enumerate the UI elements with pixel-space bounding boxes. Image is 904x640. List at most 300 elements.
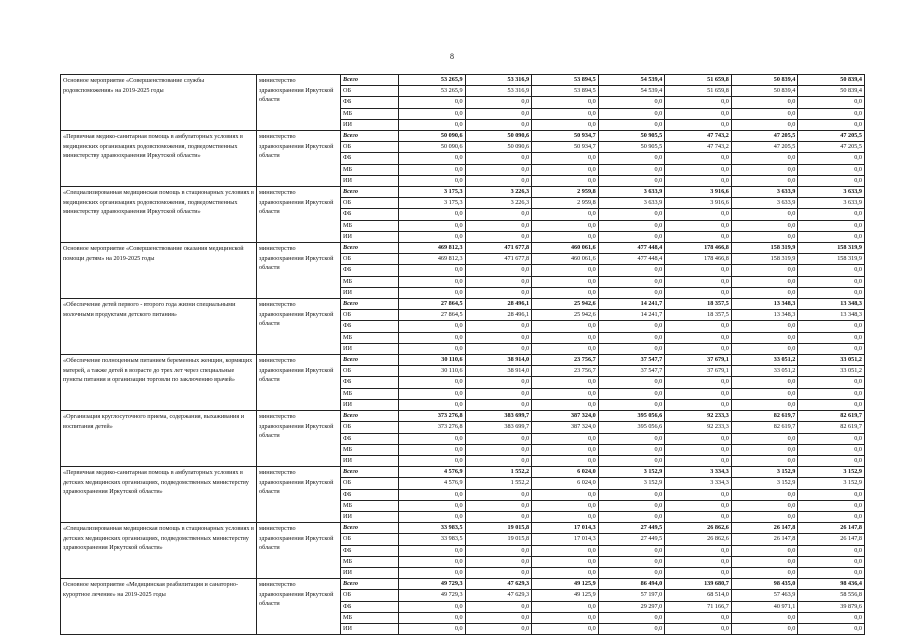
amount-cell: 460 061,6 <box>532 254 599 265</box>
amount-cell: 0,0 <box>665 455 732 466</box>
amount-cell: 0,0 <box>465 175 532 186</box>
amount-cell: 6 024,0 <box>532 478 599 489</box>
amount-cell: 0,0 <box>465 388 532 399</box>
amount-cell: 0,0 <box>598 108 665 119</box>
amount-cell: 0,0 <box>731 623 798 634</box>
amount-cell: 0,0 <box>798 399 865 410</box>
amount-cell: 4 576,9 <box>399 478 466 489</box>
amount-cell: 0,0 <box>665 377 732 388</box>
amount-cell: 0,0 <box>532 209 599 220</box>
amount-cell: 50 839,4 <box>798 86 865 97</box>
amount-cell: 477 448,4 <box>598 254 665 265</box>
amount-cell: 26 147,8 <box>798 523 865 534</box>
amount-cell: 1 552,2 <box>465 467 532 478</box>
amount-cell: 0,0 <box>532 623 599 634</box>
funding-source: ИИ <box>341 119 399 130</box>
amount-cell: 0,0 <box>532 332 599 343</box>
amount-cell: 47 205,5 <box>731 142 798 153</box>
amount-cell: 0,0 <box>665 108 732 119</box>
amount-cell: 0,0 <box>731 108 798 119</box>
amount-cell: 33 983,5 <box>399 534 466 545</box>
amount-cell: 0,0 <box>598 231 665 242</box>
amount-cell: 0,0 <box>465 455 532 466</box>
amount-cell: 0,0 <box>465 119 532 130</box>
amount-cell: 47 205,5 <box>731 131 798 142</box>
funding-source: МБ <box>341 164 399 175</box>
funding-source: Всего <box>341 187 399 198</box>
activity-description: «Организация круглосуточного приема, содержания, выхаживания и воспитания детей» <box>61 411 257 467</box>
amount-cell: 0,0 <box>798 175 865 186</box>
amount-cell: 37 679,1 <box>665 355 732 366</box>
funding-source: ФБ <box>341 601 399 612</box>
amount-cell: 0,0 <box>798 489 865 500</box>
activity-description: «Первичная медико-санитарная помощь в амбулаторных условиях в медицинских организациях родовспоможения, подведомственных министерству здравоохранения Иркутской области» <box>61 131 257 187</box>
amount-cell: 158 319,9 <box>731 243 798 254</box>
amount-cell: 23 756,7 <box>532 355 599 366</box>
amount-cell: 0,0 <box>731 265 798 276</box>
amount-cell: 0,0 <box>665 209 732 220</box>
amount-cell: 0,0 <box>798 343 865 354</box>
responsible-executor: министерство здравоохранения Иркутской области <box>257 355 341 411</box>
amount-cell: 178 466,8 <box>665 254 732 265</box>
amount-cell: 0,0 <box>465 567 532 578</box>
funding-source: ИИ <box>341 287 399 298</box>
amount-cell: 47 629,3 <box>465 590 532 601</box>
amount-cell: 3 916,6 <box>665 187 732 198</box>
amount-cell: 26 862,6 <box>665 523 732 534</box>
amount-cell: 0,0 <box>731 455 798 466</box>
amount-cell: 0,0 <box>798 164 865 175</box>
responsible-executor: министерство здравоохранения Иркутской области <box>257 131 341 187</box>
amount-cell: 0,0 <box>532 377 599 388</box>
amount-cell: 158 319,9 <box>798 243 865 254</box>
amount-cell: 0,0 <box>665 556 732 567</box>
amount-cell: 28 496,1 <box>465 310 532 321</box>
funding-source: ФБ <box>341 265 399 276</box>
funding-source: Всего <box>341 299 399 310</box>
amount-cell: 0,0 <box>399 500 466 511</box>
table-row <box>61 467 865 478</box>
funding-source: ОБ <box>341 254 399 265</box>
activity-description: Основное мероприятие «Медицинская реабилитация и санаторно-курортное лечение» на 2019-2025 годы <box>61 579 257 635</box>
amount-cell: 50 934,7 <box>532 131 599 142</box>
amount-cell: 0,0 <box>798 108 865 119</box>
amount-cell: 0,0 <box>532 399 599 410</box>
amount-cell: 0,0 <box>665 276 732 287</box>
amount-cell: 0,0 <box>798 209 865 220</box>
amount-cell: 3 633,9 <box>798 198 865 209</box>
amount-cell: 0,0 <box>665 612 732 623</box>
amount-cell: 53 265,9 <box>399 86 466 97</box>
amount-cell: 0,0 <box>532 97 599 108</box>
amount-cell: 13 348,3 <box>731 310 798 321</box>
amount-cell: 0,0 <box>665 220 732 231</box>
responsible-executor: министерство здравоохранения Иркутской области <box>257 243 341 299</box>
amount-cell: 0,0 <box>665 119 732 130</box>
amount-cell: 51 659,8 <box>665 75 732 86</box>
amount-cell: 0,0 <box>798 455 865 466</box>
amount-cell: 387 324,0 <box>532 411 599 422</box>
activity-description: «Специализированная медицинская помощь в стационарных условиях в медицинских организациях родовспоможения, подведомственных министерству здравоохранения Иркутской области» <box>61 187 257 243</box>
amount-cell: 0,0 <box>598 556 665 567</box>
amount-cell: 50 090,6 <box>399 131 466 142</box>
amount-cell: 0,0 <box>731 231 798 242</box>
amount-cell: 0,0 <box>532 108 599 119</box>
funding-source: ИИ <box>341 623 399 634</box>
amount-cell: 0,0 <box>598 489 665 500</box>
amount-cell: 0,0 <box>598 153 665 164</box>
amount-cell: 0,0 <box>465 343 532 354</box>
amount-cell: 373 276,8 <box>399 422 466 433</box>
amount-cell: 471 677,8 <box>465 254 532 265</box>
amount-cell: 0,0 <box>598 511 665 522</box>
amount-cell: 0,0 <box>598 444 665 455</box>
amount-cell: 0,0 <box>399 388 466 399</box>
amount-cell: 49 729,3 <box>399 579 466 590</box>
amount-cell: 38 914,0 <box>465 366 532 377</box>
amount-cell: 0,0 <box>399 444 466 455</box>
amount-cell: 0,0 <box>598 164 665 175</box>
amount-cell: 3 334,3 <box>665 467 732 478</box>
funding-source: Всего <box>341 75 399 86</box>
amount-cell: 0,0 <box>598 287 665 298</box>
funding-source: ОБ <box>341 366 399 377</box>
amount-cell: 0,0 <box>665 175 732 186</box>
amount-cell: 49 729,3 <box>399 590 466 601</box>
amount-cell: 0,0 <box>399 433 466 444</box>
amount-cell: 3 152,9 <box>798 478 865 489</box>
amount-cell: 0,0 <box>465 601 532 612</box>
amount-cell: 0,0 <box>399 276 466 287</box>
amount-cell: 82 619,7 <box>798 422 865 433</box>
amount-cell: 50 839,4 <box>731 86 798 97</box>
amount-cell: 0,0 <box>798 220 865 231</box>
amount-cell: 0,0 <box>598 455 665 466</box>
amount-cell: 19 015,8 <box>465 523 532 534</box>
amount-cell: 0,0 <box>665 97 732 108</box>
amount-cell: 71 166,7 <box>665 601 732 612</box>
amount-cell: 0,0 <box>798 388 865 399</box>
amount-cell: 0,0 <box>399 556 466 567</box>
amount-cell: 68 514,0 <box>665 590 732 601</box>
funding-source: ИИ <box>341 455 399 466</box>
amount-cell: 0,0 <box>465 511 532 522</box>
amount-cell: 0,0 <box>532 276 599 287</box>
amount-cell: 13 348,3 <box>798 299 865 310</box>
amount-cell: 3 633,9 <box>731 198 798 209</box>
amount-cell: 0,0 <box>598 209 665 220</box>
amount-cell: 387 324,0 <box>532 422 599 433</box>
amount-cell: 33 051,2 <box>731 355 798 366</box>
amount-cell: 0,0 <box>532 612 599 623</box>
amount-cell: 0,0 <box>465 399 532 410</box>
amount-cell: 47 629,3 <box>465 579 532 590</box>
activity-description: Основное мероприятие «Совершенствование оказания медицинской помощи детям» на 2019-2025 годы <box>61 243 257 299</box>
amount-cell: 0,0 <box>731 399 798 410</box>
amount-cell: 0,0 <box>798 444 865 455</box>
amount-cell: 33 051,2 <box>798 355 865 366</box>
funding-source: МБ <box>341 612 399 623</box>
amount-cell: 0,0 <box>731 388 798 399</box>
amount-cell: 0,0 <box>399 231 466 242</box>
amount-cell: 0,0 <box>465 545 532 556</box>
funding-source: МБ <box>341 556 399 567</box>
amount-cell: 0,0 <box>731 567 798 578</box>
amount-cell: 0,0 <box>532 220 599 231</box>
amount-cell: 3 152,9 <box>598 467 665 478</box>
amount-cell: 0,0 <box>399 108 466 119</box>
amount-cell: 0,0 <box>665 332 732 343</box>
funding-source: ФБ <box>341 209 399 220</box>
amount-cell: 0,0 <box>465 276 532 287</box>
amount-cell: 0,0 <box>665 545 732 556</box>
amount-cell: 178 466,8 <box>665 243 732 254</box>
amount-cell: 0,0 <box>798 545 865 556</box>
amount-cell: 0,0 <box>399 209 466 220</box>
amount-cell: 50 905,5 <box>598 142 665 153</box>
amount-cell: 0,0 <box>598 332 665 343</box>
amount-cell: 27 449,5 <box>598 523 665 534</box>
amount-cell: 395 056,6 <box>598 411 665 422</box>
funding-source: ИИ <box>341 511 399 522</box>
amount-cell: 0,0 <box>598 276 665 287</box>
amount-cell: 26 147,8 <box>798 534 865 545</box>
activity-description: Основное мероприятие «Совершенствование службы родовспоможения» на 2019-2025 годы <box>61 75 257 131</box>
amount-cell: 0,0 <box>465 500 532 511</box>
amount-cell: 3 334,3 <box>665 478 732 489</box>
amount-cell: 0,0 <box>665 231 732 242</box>
amount-cell: 3 152,9 <box>731 478 798 489</box>
amount-cell: 0,0 <box>532 164 599 175</box>
amount-cell: 33 051,2 <box>731 366 798 377</box>
amount-cell: 86 494,0 <box>598 579 665 590</box>
funding-source: Всего <box>341 579 399 590</box>
funding-source: МБ <box>341 276 399 287</box>
amount-cell: 0,0 <box>465 433 532 444</box>
amount-cell: 3 152,9 <box>598 478 665 489</box>
amount-cell: 0,0 <box>731 321 798 332</box>
amount-cell: 28 496,1 <box>465 299 532 310</box>
amount-cell: 54 539,4 <box>598 75 665 86</box>
amount-cell: 0,0 <box>399 612 466 623</box>
amount-cell: 0,0 <box>598 399 665 410</box>
amount-cell: 0,0 <box>598 265 665 276</box>
amount-cell: 30 110,6 <box>399 366 466 377</box>
amount-cell: 29 297,0 <box>598 601 665 612</box>
amount-cell: 47 205,5 <box>798 142 865 153</box>
amount-cell: 3 152,9 <box>731 467 798 478</box>
amount-cell: 0,0 <box>798 287 865 298</box>
amount-cell: 26 147,8 <box>731 523 798 534</box>
amount-cell: 0,0 <box>598 175 665 186</box>
amount-cell: 139 680,7 <box>665 579 732 590</box>
table-row <box>61 579 865 590</box>
amount-cell: 25 942,6 <box>532 299 599 310</box>
funding-source: Всего <box>341 243 399 254</box>
amount-cell: 0,0 <box>532 444 599 455</box>
responsible-executor: министерство здравоохранения Иркутской области <box>257 75 341 131</box>
amount-cell: 0,0 <box>399 287 466 298</box>
amount-cell: 82 619,7 <box>731 422 798 433</box>
amount-cell: 53 894,5 <box>532 86 599 97</box>
amount-cell: 0,0 <box>731 511 798 522</box>
amount-cell: 0,0 <box>798 511 865 522</box>
funding-source: МБ <box>341 108 399 119</box>
amount-cell: 0,0 <box>798 276 865 287</box>
responsible-executor: министерство здравоохранения Иркутской области <box>257 411 341 467</box>
funding-source: ОБ <box>341 534 399 545</box>
amount-cell: 0,0 <box>665 164 732 175</box>
amount-cell: 0,0 <box>465 209 532 220</box>
amount-cell: 477 448,4 <box>598 243 665 254</box>
funding-source: ОБ <box>341 422 399 433</box>
amount-cell: 92 233,3 <box>665 422 732 433</box>
funding-source: ИИ <box>341 399 399 410</box>
amount-cell: 0,0 <box>731 153 798 164</box>
amount-cell: 3 633,9 <box>798 187 865 198</box>
funding-source: МБ <box>341 444 399 455</box>
amount-cell: 3 633,9 <box>598 198 665 209</box>
amount-cell: 0,0 <box>731 209 798 220</box>
activity-description: «Обеспечение детей первого - второго года жизни специальными молочными продуктами детского питания» <box>61 299 257 355</box>
amount-cell: 19 015,8 <box>465 534 532 545</box>
amount-cell: 0,0 <box>465 153 532 164</box>
amount-cell: 0,0 <box>399 321 466 332</box>
funding-source: Всего <box>341 411 399 422</box>
amount-cell: 0,0 <box>532 556 599 567</box>
amount-cell: 460 061,6 <box>532 243 599 254</box>
amount-cell: 0,0 <box>731 500 798 511</box>
amount-cell: 0,0 <box>598 321 665 332</box>
amount-cell: 82 619,7 <box>798 411 865 422</box>
amount-cell: 33 983,5 <box>399 523 466 534</box>
amount-cell: 98 436,4 <box>798 579 865 590</box>
amount-cell: 0,0 <box>798 612 865 623</box>
funding-source: ФБ <box>341 153 399 164</box>
amount-cell: 0,0 <box>731 343 798 354</box>
amount-cell: 0,0 <box>465 332 532 343</box>
amount-cell: 0,0 <box>399 489 466 500</box>
amount-cell: 2 959,8 <box>532 198 599 209</box>
amount-cell: 0,0 <box>532 343 599 354</box>
amount-cell: 0,0 <box>399 623 466 634</box>
amount-cell: 3 175,3 <box>399 198 466 209</box>
amount-cell: 53 894,5 <box>532 75 599 86</box>
amount-cell: 0,0 <box>598 500 665 511</box>
funding-source: ОБ <box>341 198 399 209</box>
amount-cell: 0,0 <box>731 164 798 175</box>
amount-cell: 0,0 <box>731 97 798 108</box>
amount-cell: 0,0 <box>598 119 665 130</box>
amount-cell: 0,0 <box>798 231 865 242</box>
amount-cell: 0,0 <box>399 220 466 231</box>
amount-cell: 0,0 <box>399 97 466 108</box>
amount-cell: 0,0 <box>798 97 865 108</box>
amount-cell: 3 633,9 <box>731 187 798 198</box>
amount-cell: 51 659,8 <box>665 86 732 97</box>
amount-cell: 0,0 <box>532 321 599 332</box>
amount-cell: 0,0 <box>598 623 665 634</box>
funding-source: ФБ <box>341 545 399 556</box>
amount-cell: 0,0 <box>798 119 865 130</box>
amount-cell: 0,0 <box>399 601 466 612</box>
amount-cell: 0,0 <box>731 556 798 567</box>
amount-cell: 0,0 <box>665 623 732 634</box>
funding-source: ФБ <box>341 433 399 444</box>
amount-cell: 0,0 <box>665 500 732 511</box>
amount-cell: 13 348,3 <box>731 299 798 310</box>
amount-cell: 469 812,3 <box>399 254 466 265</box>
amount-cell: 1 552,2 <box>465 478 532 489</box>
amount-cell: 0,0 <box>598 612 665 623</box>
amount-cell: 6 024,0 <box>532 467 599 478</box>
budget-table-body <box>61 75 865 635</box>
amount-cell: 0,0 <box>465 108 532 119</box>
amount-cell: 0,0 <box>598 377 665 388</box>
table-row <box>61 131 865 142</box>
funding-source: Всего <box>341 467 399 478</box>
amount-cell: 53 316,9 <box>465 75 532 86</box>
amount-cell: 0,0 <box>399 455 466 466</box>
amount-cell: 0,0 <box>532 455 599 466</box>
funding-source: ФБ <box>341 97 399 108</box>
funding-source: ОБ <box>341 590 399 601</box>
funding-source: ФБ <box>341 489 399 500</box>
amount-cell: 27 864,5 <box>399 310 466 321</box>
amount-cell: 50 905,5 <box>598 131 665 142</box>
amount-cell: 0,0 <box>465 164 532 175</box>
amount-cell: 38 914,0 <box>465 355 532 366</box>
amount-cell: 0,0 <box>399 119 466 130</box>
amount-cell: 0,0 <box>731 287 798 298</box>
amount-cell: 49 125,9 <box>532 590 599 601</box>
page-number: 8 <box>450 52 454 61</box>
amount-cell: 0,0 <box>532 153 599 164</box>
amount-cell: 395 056,6 <box>598 422 665 433</box>
amount-cell: 0,0 <box>798 567 865 578</box>
amount-cell: 0,0 <box>798 500 865 511</box>
amount-cell: 57 463,9 <box>731 590 798 601</box>
amount-cell: 0,0 <box>798 623 865 634</box>
amount-cell: 47 205,5 <box>798 131 865 142</box>
amount-cell: 54 539,4 <box>598 86 665 97</box>
amount-cell: 53 265,9 <box>399 75 466 86</box>
amount-cell: 53 316,9 <box>465 86 532 97</box>
amount-cell: 0,0 <box>665 388 732 399</box>
funding-source: МБ <box>341 332 399 343</box>
amount-cell: 50 934,7 <box>532 142 599 153</box>
funding-source: ОБ <box>341 142 399 153</box>
table-row <box>61 523 865 534</box>
funding-source: ИИ <box>341 175 399 186</box>
amount-cell: 0,0 <box>665 433 732 444</box>
amount-cell: 82 619,7 <box>731 411 798 422</box>
table-row <box>61 411 865 422</box>
amount-cell: 383 699,7 <box>465 422 532 433</box>
amount-cell: 0,0 <box>731 332 798 343</box>
amount-cell: 0,0 <box>731 489 798 500</box>
amount-cell: 0,0 <box>665 489 732 500</box>
amount-cell: 33 051,2 <box>798 366 865 377</box>
amount-cell: 0,0 <box>731 377 798 388</box>
amount-cell: 37 547,7 <box>598 366 665 377</box>
amount-cell: 57 197,0 <box>598 590 665 601</box>
amount-cell: 0,0 <box>399 545 466 556</box>
amount-cell: 373 276,8 <box>399 411 466 422</box>
amount-cell: 47 743,2 <box>665 131 732 142</box>
amount-cell: 0,0 <box>532 511 599 522</box>
funding-source: МБ <box>341 500 399 511</box>
